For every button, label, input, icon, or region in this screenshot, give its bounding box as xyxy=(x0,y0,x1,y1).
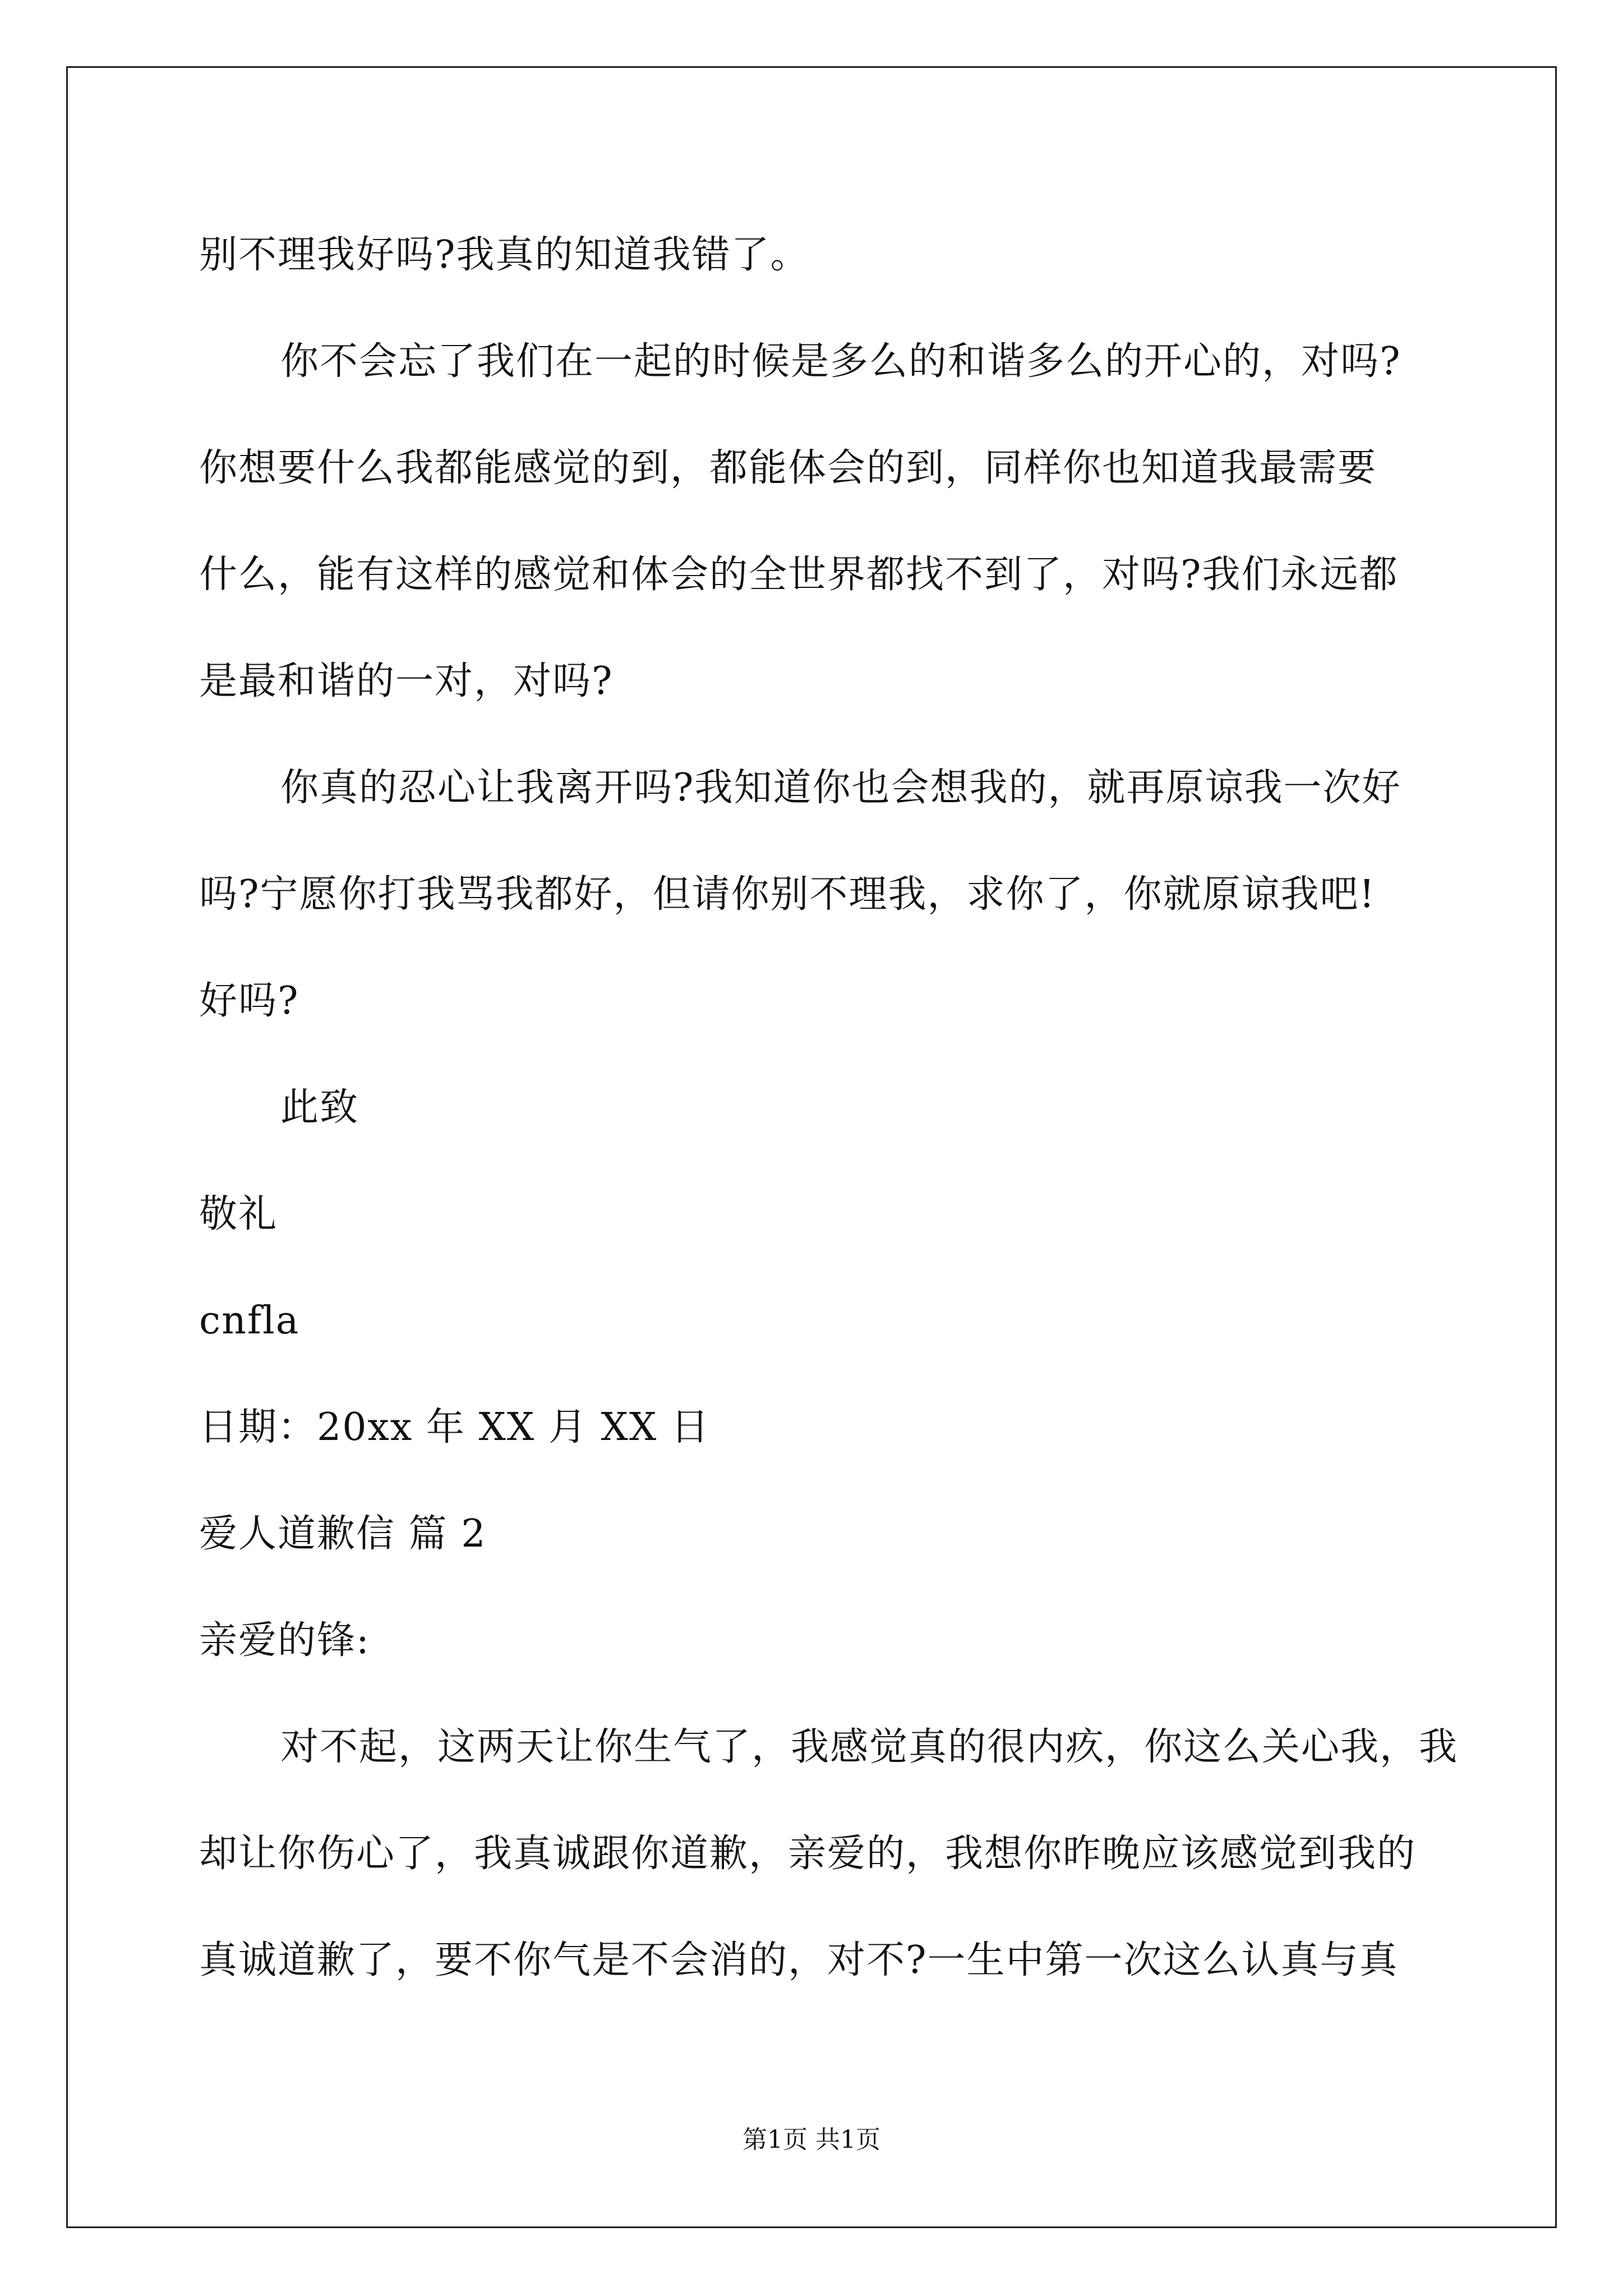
page-footer: 第1页 共1页 xyxy=(743,2125,880,2154)
text-line: 对不起，这两天让你生气了，我感觉真的很内疚，你这么关心我，我 xyxy=(280,1725,1459,1769)
salutation-regards: 敬礼 xyxy=(199,1192,278,1236)
text-line: 别不理我好吗?我真的知道我错了。 xyxy=(199,233,810,277)
signature: cnfla xyxy=(199,1299,300,1343)
text-line: 真诚道歉了，要不你气是不会消的，对不?一生中第一次这么认真与真 xyxy=(199,1938,1399,1982)
text-line: 什么，能有这样的感觉和体会的全世界都找不到了，对吗?我们永远都 xyxy=(199,553,1399,597)
date-line: 日期：20xx 年 XX 月 XX 日 xyxy=(199,1405,710,1450)
text-line: 你真的忍心让我离开吗?我知道你也会想我的，就再原谅我一次好 xyxy=(280,766,1401,810)
text-line: 吗?宁愿你打我骂我都好，但请你别不理我，求你了，你就原谅我吧! xyxy=(199,872,1376,917)
page-border xyxy=(66,66,1557,2228)
text-line: 你想要什么我都能感觉的到，都能体会的到，同样你也知道我最需要 xyxy=(199,446,1377,490)
salutation-closing: 此致 xyxy=(280,1085,359,1130)
text-line: 好吗? xyxy=(199,979,299,1023)
section-heading: 爱人道歉信 篇 2 xyxy=(199,1512,487,1556)
text-line: 你不会忘了我们在一起的时候是多么的和谐多么的开心的，对吗? xyxy=(280,339,1401,384)
text-line: 是最和谐的一对，对吗? xyxy=(199,659,614,703)
greeting: 亲爱的锋: xyxy=(199,1618,370,1663)
text-line: 却让你伤心了，我真诚跟你道歉，亲爱的，我想你昨晚应该感觉到我的 xyxy=(199,1832,1417,1876)
